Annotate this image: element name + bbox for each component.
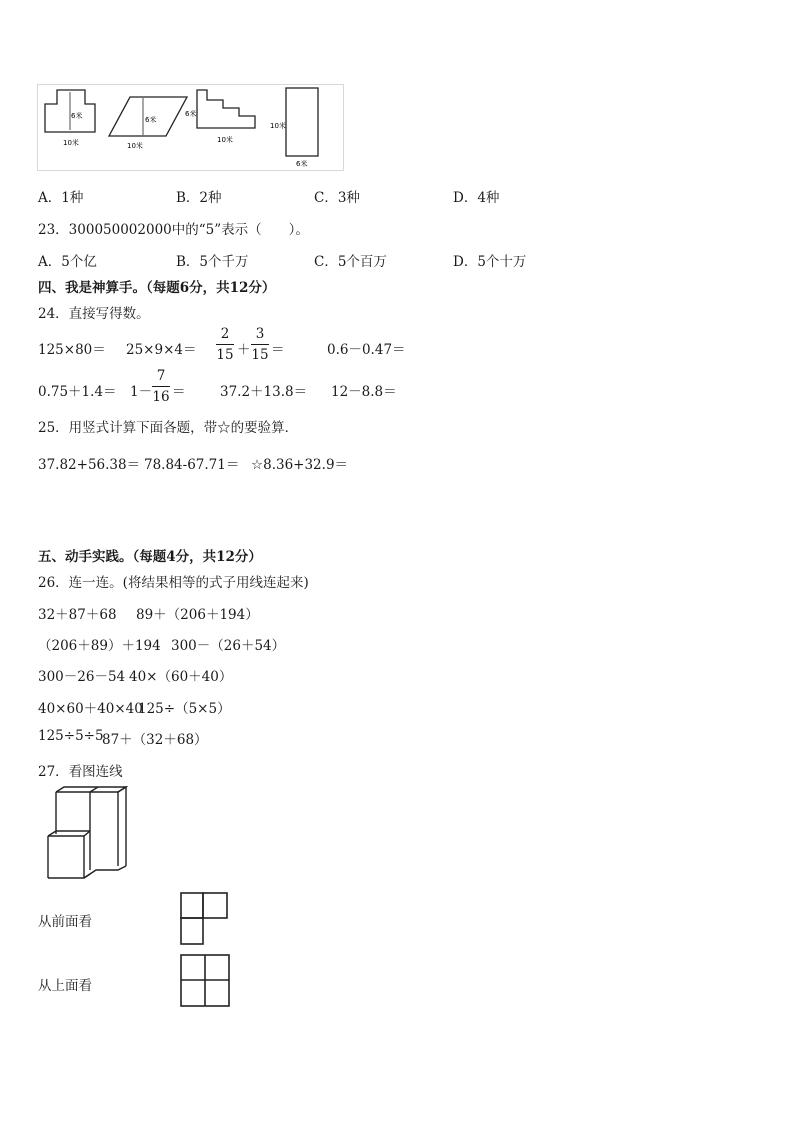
- q22-option-d: D．4种: [453, 190, 500, 206]
- q26-left-2: （206＋89）＋194: [38, 638, 161, 654]
- top-view-figure: [180, 954, 232, 1008]
- fraction-bar: [152, 386, 170, 387]
- q24-r2-fraction: [150, 368, 172, 406]
- shape2-width-label: 10米: [127, 142, 143, 150]
- shape2-height-label: 6米: [145, 116, 157, 124]
- q25-stem: 25．用竖式计算下面各题，带☆的要验算．: [38, 420, 299, 436]
- q24-r2-c: 37.2＋13.8＝: [220, 384, 308, 400]
- q26-right-1: 89＋（206＋194）: [136, 607, 259, 623]
- q24-r1-b: 25×9×4＝: [126, 342, 197, 358]
- q26-right-5: 87＋（32＋68）: [102, 732, 208, 748]
- shape1-height-label: 6米: [71, 112, 83, 120]
- shapes-figure: [37, 84, 345, 172]
- fraction-denominator: 15: [216, 347, 234, 363]
- cube-solid-figure: [36, 786, 132, 886]
- q23-option-c: C．5个百万: [314, 254, 387, 270]
- shape-3: [197, 90, 255, 128]
- q26-right-3: 40×（60＋40）: [129, 669, 233, 685]
- q22-option-a: A．1种: [38, 190, 84, 206]
- q23-stem: 23．300050002000中的“5”表示（ ）。: [38, 222, 309, 238]
- q22-option-c: C．3种: [314, 190, 360, 206]
- q23-option-b: B．5个千万: [176, 254, 249, 270]
- q26-right-4: 125÷（5×5）: [138, 701, 231, 717]
- q23-option-d: D．5个十万: [453, 254, 527, 270]
- q25-item-3: ☆8.36+32.9＝: [251, 457, 349, 473]
- section-5-title: 五、动手实践。（每题4分，共12分）: [38, 549, 262, 565]
- q26-left-5: 125÷5÷5: [38, 728, 104, 744]
- q26-left-4: 40×60＋40×40: [38, 701, 143, 717]
- shape3-width-label: 10米: [217, 136, 233, 144]
- q24-r1-fraction-1: [214, 326, 236, 364]
- q27-view-top-label: 从上面看: [38, 978, 92, 994]
- q24-r1-plus: ＋: [237, 342, 251, 358]
- q22-option-b: B．2种: [176, 190, 222, 206]
- q26-left-3: 300－26－54: [38, 669, 126, 685]
- q24-r2-a: 0.75＋1.4＝: [38, 384, 117, 400]
- front-view-figure: [180, 892, 230, 946]
- fraction-bar: [216, 344, 234, 345]
- q23-option-a: A．5个亿: [38, 254, 97, 270]
- shape3-height-label: 6米: [185, 110, 197, 118]
- fraction-numerator: 7: [156, 368, 166, 384]
- fraction-numerator: 3: [255, 326, 265, 342]
- q26-left-1: 32＋87＋68: [38, 607, 117, 623]
- q24-r1-fraction-2: [249, 326, 271, 364]
- q25-item-2: 78.84-67.71＝: [144, 457, 240, 473]
- q27-stem: 27．看图连线: [38, 764, 123, 780]
- fraction-denominator: 16: [152, 389, 170, 405]
- shape-4: [286, 88, 318, 156]
- q24-r2-d: 12－8.8＝: [331, 384, 397, 400]
- q24-stem: 24．直接写得数。: [38, 306, 150, 322]
- q26-stem: 26．连一连。(将结果相等的式子用线连起来): [38, 575, 309, 591]
- q24-r2-b-prefix: 1－: [130, 384, 153, 400]
- q25-item-1: 37.82+56.38＝: [38, 457, 141, 473]
- shape1-width-label: 10米: [63, 139, 79, 147]
- fraction-numerator: 2: [220, 326, 230, 342]
- q24-r2-equals: ＝: [172, 384, 186, 400]
- shape4-height-label: 10米: [270, 122, 286, 130]
- q24-r1-a: 125×80＝: [38, 342, 106, 358]
- q24-r1-equals: ＝: [271, 342, 285, 358]
- q24-r1-d: 0.6－0.47＝: [327, 342, 406, 358]
- shape4-width-label: 6米: [296, 160, 308, 168]
- fraction-bar: [251, 344, 269, 345]
- q27-view-front-label: 从前面看: [38, 914, 92, 930]
- section-4-title: 四、我是神算手。（每题6分，共12分）: [38, 280, 276, 296]
- q26-right-2: 300－（26＋54）: [171, 638, 286, 654]
- fraction-denominator: 15: [251, 347, 269, 363]
